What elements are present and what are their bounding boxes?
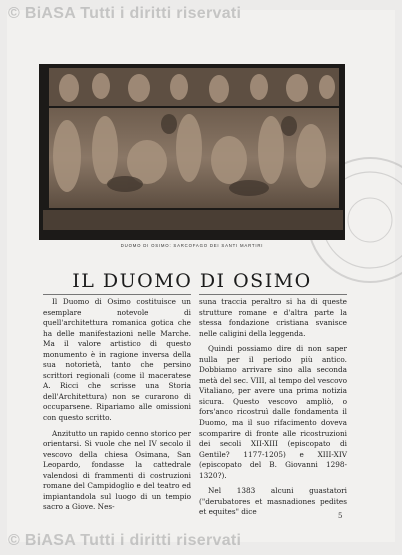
watermark-top: © BiASA Tutti i diritti riservati xyxy=(8,5,242,22)
sarcophagus-photo xyxy=(39,64,345,240)
paragraph: Nel 1383 alcuni guastatori ("derubatores et masnadiones pedites et equites" dice xyxy=(199,486,347,517)
title-rule-right xyxy=(199,294,347,295)
paragraph: suna traccia peraltro si ha di queste strutture romane e d'altra parte la stessa fondazione cristiana svanisce nelle caligini della leggenda. xyxy=(199,297,347,338)
paragraph: Anzitutto un rapido cenno storico per orientarsi. Si vuole che nel IV secolo il vescovo della chiesa Osimana, San Leopardo, fondasse la cattedrale valendosi di frammenti di costruzioni romane del Campidoglio e del teatro ed impiantandola sul luogo di un tempio sacro a Giove. Nes- xyxy=(43,428,191,512)
paragraph: Quindi possiamo dire di non saper nulla per il periodo più antico. Dobbiamo arrivare sino alla seconda metà del sec. VIII, al tempo del vescovo Vitaliano, per avere una prima notizia sicura. Questo vescovo ampliò, o fors'anco ricostruì dalle fondamenta il Duomo, ma il suo rifacimento doveva scomparire di fronte alle ricostruzioni dei secoli XII-XIII (episcopato di Gentile? 1177-1205) e XIII-XIV (episcopato del B. Giovanni 1298-1320?). xyxy=(199,344,347,480)
photo-caption: DUOMO DI OSIMO: SARCOFAGO DEI SANTI MARTIRI xyxy=(120,243,264,248)
title-rule-left xyxy=(43,294,191,295)
watermark-bottom: © BiASA Tutti i diritti riservati xyxy=(8,532,242,549)
text-column-right xyxy=(199,297,347,518)
page-number: 5 xyxy=(338,512,343,520)
article-title: IL DUOMO DI OSIMO xyxy=(72,270,312,292)
paragraph: Il Duomo di Osimo costituisce un esemplare notevole di quell'architettura romanica gotica che ha delle manifestazioni nelle Marche. Ma il valore artistico di questo monumento è in ragione inversa della sua notorietà, tanto che persino scrittori regionali (come il maceratese A. Ricci che scrisse una Storia dell'Architettura) non se curarono di occuparsene. Ripariamo alle omissioni con questo scritto. xyxy=(43,297,191,423)
text-column-left xyxy=(43,297,191,513)
